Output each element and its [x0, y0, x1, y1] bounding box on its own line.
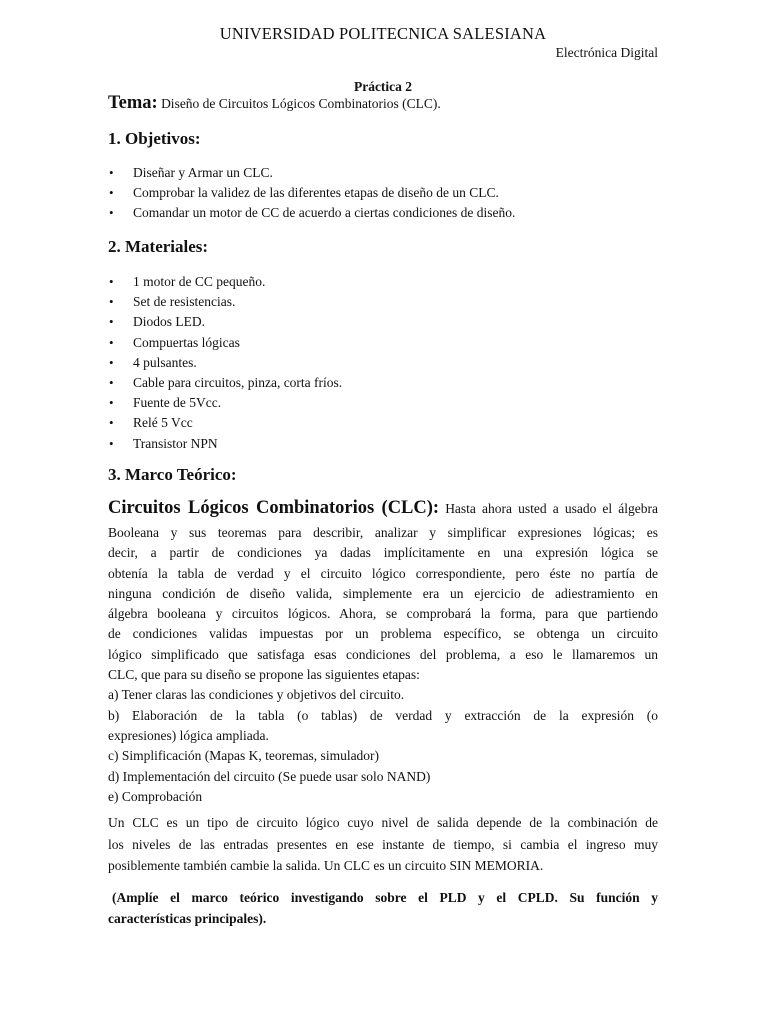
clc-definition-paragraph: Un CLC es un tipo de circuito lógico cuyo nivel de salida depende de la combinación de los niveles de las entradas presentes en ese instante de tiempo, si cambia el ingreso muy posiblemente también cambie la salida. Un CLC es un circuito SIN MEMORIA. — [108, 815, 658, 873]
course-name: Electrónica Digital — [555, 45, 658, 60]
list-item: • Transistor NPN — [108, 434, 658, 454]
step-e: e) Comprobación — [108, 788, 203, 804]
topic-text: Diseño de Circuitos Lógicos Combinatorios (CLC). — [161, 96, 441, 111]
clc-intro-paragraph: Circuitos Lógicos Combinatorios (CLC): Hasta ahora usted a usado el álgebra Booleana y sus teoremas para describir, analizar y simplificar expresiones lógicas; es decir, a partir de condiciones ya dadas implícitamente en una expresión lógica se obtenía la tabla de verdad y el circuito lógico correspondiente, pero éste no partía de ninguna condición de diseño valida, simplemente era un ejercicio de adiestramiento en álgebra booleana y circuitos lógicos. Ahora, se comprobará la forma, para que partiendo de condiciones validas impuestas por un problema específico, se obtenga un circuito lógico simplificado que satisfaga esas condiciones del problema, a eso le llamaremos un CLC, que para su diseño se propone las siguientes etapas: a) Tener claras las condiciones y objetivos del circuito. b) Elaboración de la tabla (o tablas) de verdad y extracción de la expresión (o expresiones) lógica ampliada. c) Simplificación (Mapas K, teoremas, simulador) d) Implementación del circuito (Se puede usar solo NAND) e) Comprobación — [108, 494, 658, 807]
list-item: • 1 motor de CC pequeño. — [108, 272, 658, 292]
theory-heading: 3. Marco Teórico: — [108, 465, 237, 484]
list-item: • Relé 5 Vcc — [108, 413, 658, 433]
step-d: d) Implementación del circuito (Se puede usar solo NAND) — [108, 768, 431, 784]
materials-heading: 2. Materiales: — [108, 237, 209, 256]
university-name: UNIVERSIDAD POLITECNICA SALESIANA — [219, 24, 547, 43]
materials-list — [108, 272, 658, 454]
practice-title: Práctica 2 — [353, 79, 413, 94]
list-item: • Compuertas lógicas — [108, 333, 658, 353]
objectives-heading: 1. Objetivos: — [108, 129, 201, 148]
objectives-list — [108, 163, 658, 224]
step-b: b) Elaboración de la tabla (o tablas) de verdad y extracción de la expresión (o — [108, 707, 658, 723]
clc-label: Circuitos Lógicos Combinatorios (CLC): — [108, 498, 440, 518]
extend-theory-note: (Amplíe el marco teórico investigando sobre el PLD y el CPLD. Su función y características principales). — [108, 890, 658, 926]
step-c: c) Simplificación (Mapas K, teoremas, simulador) — [108, 748, 380, 764]
topic-line — [108, 93, 441, 114]
topic-label: Tema: — [108, 93, 158, 113]
list-item: • Set de resistencias. — [108, 292, 658, 312]
list-item: • Comprobar la validez de las diferentes etapas de diseño de un CLC. — [108, 183, 658, 203]
list-item: • Comandar un motor de CC de acuerdo a ciertas condiciones de diseño. — [108, 203, 658, 223]
list-item: • 4 pulsantes. — [108, 353, 658, 373]
step-a: a) Tener claras las condiciones y objetivos del circuito. — [108, 687, 405, 703]
list-item: • Diodos LED. — [108, 312, 658, 332]
list-item: • Fuente de 5Vcc. — [108, 393, 658, 413]
list-item: • Diseñar y Armar un CLC. — [108, 163, 658, 183]
list-item: • Cable para circuitos, pinza, corta fríos. — [108, 373, 658, 393]
